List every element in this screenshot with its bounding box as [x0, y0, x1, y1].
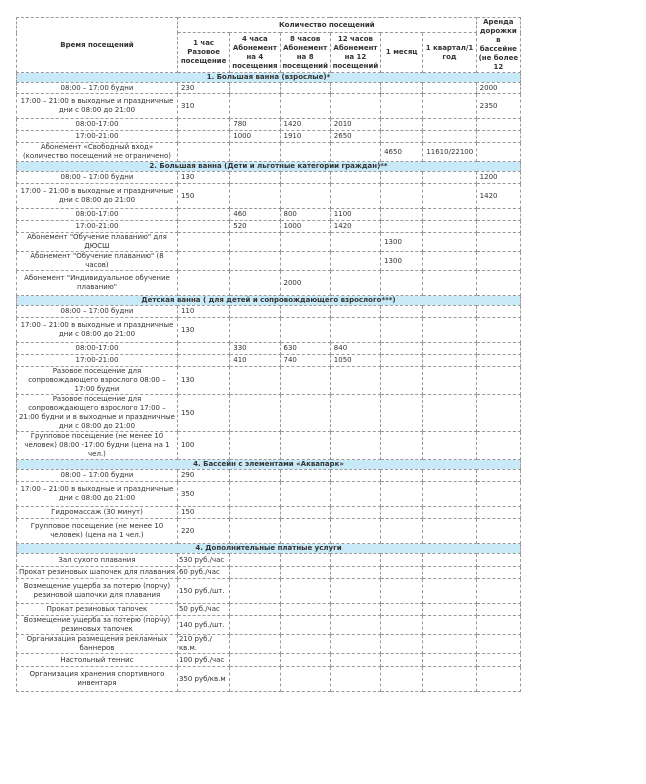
empty-cell [423, 554, 476, 567]
price-cell-c5 [381, 482, 423, 507]
row-label: Разовое посещение для сопровождающего взрослого 17:00 – 21:00 будни и в выходные и праздничные дни с 08:00 до 21:00 [17, 395, 178, 432]
price-cell-c3 [280, 233, 330, 252]
price-cell-c5 [381, 306, 423, 318]
price-cell-c5: 4650 [381, 143, 423, 162]
row-label: Абонемент "Обучение плаванию" (8 часов) [17, 252, 178, 271]
row-label: Возмещение ущерба за потерю (порчу) резиновых тапочек [17, 616, 178, 635]
price-cell-c3: 800 [280, 209, 330, 221]
price-cell-c2 [230, 470, 280, 482]
section-title: 4. Дополнительные платные услуги [17, 544, 521, 554]
empty-cell [330, 635, 380, 654]
price-cell-c1: 130 [177, 318, 229, 343]
row-label: 08:00-17:00 [17, 209, 178, 221]
price-cell-c1: 110 [177, 306, 229, 318]
section-title: 2. Большая ванна (Дети и льготные категории граждан)** [17, 162, 521, 172]
price-cell-c6 [423, 184, 476, 209]
empty-cell [476, 667, 520, 692]
lane-rental-header: Аренда дорожки в бассейне (не более 12 [476, 18, 520, 73]
price-cell-c4 [330, 395, 380, 432]
section-header-row [17, 73, 521, 83]
empty-cell [423, 654, 476, 667]
price-cell-c4 [330, 318, 380, 343]
price-cell-c6 [423, 172, 476, 184]
empty-cell [230, 567, 280, 579]
section-title: 4. Бассейн с элементами «Аквапарк» [17, 460, 521, 470]
price-cell-c4 [330, 233, 380, 252]
table-row [17, 131, 521, 143]
price-cell-c2: 520 [230, 221, 280, 233]
row-label: Организация размещения рекламных баннеров [17, 635, 178, 654]
price-cell-c3 [280, 172, 330, 184]
table-row [17, 184, 521, 209]
section-header-row [17, 296, 521, 306]
price-cell-c7: 2350 [476, 94, 520, 119]
empty-cell [330, 567, 380, 579]
empty-cell [280, 616, 330, 635]
price-cell-c6: 11610/22100 [423, 143, 476, 162]
price-cell-c6 [423, 131, 476, 143]
row-label: Прокат резиновых тапочек [17, 604, 178, 616]
table-row [17, 470, 521, 482]
price-cell-c6 [423, 367, 476, 395]
price-cell-c6 [423, 233, 476, 252]
price-cell-c1: 130 [177, 367, 229, 395]
section-header-row [17, 544, 521, 554]
service-price: 140 руб./шт. [177, 616, 229, 635]
price-cell-c6 [423, 519, 476, 544]
price-cell-c2 [230, 519, 280, 544]
empty-cell [280, 554, 330, 567]
price-cell-c6 [423, 119, 476, 131]
empty-cell [476, 554, 520, 567]
empty-cell [230, 604, 280, 616]
empty-cell [330, 604, 380, 616]
price-cell-c1: 130 [177, 172, 229, 184]
table-row [17, 355, 521, 367]
price-cell-c4 [330, 184, 380, 209]
price-cell-c2: 1000 [230, 131, 280, 143]
price-cell-c2 [230, 184, 280, 209]
price-cell-c6 [423, 83, 476, 94]
empty-cell [423, 635, 476, 654]
price-cell-c7 [476, 355, 520, 367]
price-cell-c1: 310 [177, 94, 229, 119]
price-cell-c2 [230, 94, 280, 119]
price-cell-c1 [177, 209, 229, 221]
table-row [17, 635, 521, 654]
service-price: 150 руб./шт. [177, 579, 229, 604]
price-cell-c1 [177, 233, 229, 252]
price-cell-c7 [476, 519, 520, 544]
row-label: 08:00-17:00 [17, 119, 178, 131]
price-cell-c1: 290 [177, 470, 229, 482]
empty-cell [381, 554, 423, 567]
empty-cell [230, 654, 280, 667]
price-cell-c3 [280, 94, 330, 119]
price-cell-c6 [423, 318, 476, 343]
price-cell-c4: 840 [330, 343, 380, 355]
price-cell-c4 [330, 507, 380, 519]
empty-cell [476, 635, 520, 654]
table-row [17, 83, 521, 94]
service-price: 100 руб./час [177, 654, 229, 667]
month-header: 1 месяц [381, 33, 423, 73]
price-cell-c4 [330, 306, 380, 318]
section-title: 1. Большая ванна (взрослые)* [17, 73, 521, 83]
row-label: 17:00 – 21:00 в выходные и праздничные дни с 08:00 до 21:00 [17, 184, 178, 209]
empty-cell [280, 604, 330, 616]
price-cell-c1: 230 [177, 83, 229, 94]
price-cell-c3: 1420 [280, 119, 330, 131]
price-cell-c1: 150 [177, 395, 229, 432]
row-label: 17:00-21:00 [17, 221, 178, 233]
price-cell-c5 [381, 209, 423, 221]
price-cell-c5 [381, 432, 423, 460]
price-cell-c5 [381, 343, 423, 355]
price-cell-c2 [230, 432, 280, 460]
price-cell-c1: 220 [177, 519, 229, 544]
service-price: 350 руб/кв.м [177, 667, 229, 692]
section-header-row [17, 460, 521, 470]
price-cell-c5 [381, 94, 423, 119]
price-cell-c6 [423, 221, 476, 233]
price-cell-c2 [230, 252, 280, 271]
price-cell-c3 [280, 318, 330, 343]
price-cell-c7 [476, 318, 520, 343]
empty-cell [330, 554, 380, 567]
price-cell-c3: 1910 [280, 131, 330, 143]
price-cell-c4: 2650 [330, 131, 380, 143]
price-cell-c2 [230, 482, 280, 507]
pass-8-header: 8 часов Абонемент на 8 посещений [280, 33, 330, 73]
table-row [17, 579, 521, 604]
price-cell-c7 [476, 367, 520, 395]
price-cell-c4 [330, 367, 380, 395]
price-cell-c1: 350 [177, 482, 229, 507]
empty-cell [280, 654, 330, 667]
price-cell-c4: 1050 [330, 355, 380, 367]
table-row [17, 519, 521, 544]
table-row [17, 395, 521, 432]
table-row [17, 172, 521, 184]
price-cell-c3 [280, 184, 330, 209]
price-cell-c2 [230, 507, 280, 519]
price-cell-c6 [423, 252, 476, 271]
price-cell-c3: 1000 [280, 221, 330, 233]
empty-cell [280, 667, 330, 692]
price-cell-c7 [476, 143, 520, 162]
price-cell-c7 [476, 343, 520, 355]
price-cell-c5 [381, 271, 423, 296]
row-label: 08:00 – 17:00 будни [17, 83, 178, 94]
table-row [17, 554, 521, 567]
table-row [17, 318, 521, 343]
table-row [17, 432, 521, 460]
price-cell-c7: 2000 [476, 83, 520, 94]
table-row [17, 94, 521, 119]
row-label: Возмещение ущерба за потерю (порчу) резиновой шапочки для плавания [17, 579, 178, 604]
price-cell-c5 [381, 131, 423, 143]
row-label: 08:00 – 17:00 будни [17, 470, 178, 482]
price-cell-c6 [423, 482, 476, 507]
price-cell-c4 [330, 252, 380, 271]
price-cell-c5 [381, 172, 423, 184]
price-cell-c2: 410 [230, 355, 280, 367]
price-cell-c5 [381, 221, 423, 233]
single-visit-header: 1 час Разовое посещение [177, 33, 229, 73]
empty-cell [423, 567, 476, 579]
row-label: Абонемент "Индивидуальное обучение плаванию" [17, 271, 178, 296]
row-label: 08:00 – 17:00 будни [17, 172, 178, 184]
table-row [17, 252, 521, 271]
empty-cell [423, 616, 476, 635]
empty-cell [423, 604, 476, 616]
price-cell-c3 [280, 395, 330, 432]
table-row [17, 221, 521, 233]
row-label: 17:00 – 21:00 в выходные и праздничные дни с 08:00 до 21:00 [17, 318, 178, 343]
empty-cell [381, 667, 423, 692]
price-cell-c7 [476, 233, 520, 252]
price-cell-c3: 2000 [280, 271, 330, 296]
price-cell-c4 [330, 94, 380, 119]
price-cell-c6 [423, 306, 476, 318]
price-cell-c7: 1420 [476, 184, 520, 209]
price-cell-c3 [280, 367, 330, 395]
price-cell-c1: 100 [177, 432, 229, 460]
table-row [17, 507, 521, 519]
table-row [17, 667, 521, 692]
price-cell-c5 [381, 119, 423, 131]
price-cell-c2 [230, 271, 280, 296]
price-cell-c5 [381, 367, 423, 395]
price-cell-c7 [476, 271, 520, 296]
price-cell-c2 [230, 318, 280, 343]
empty-cell [230, 667, 280, 692]
row-label: Организация хранения спортивного инвентаря [17, 667, 178, 692]
price-cell-c7 [476, 432, 520, 460]
price-cell-c6 [423, 209, 476, 221]
price-cell-c1 [177, 119, 229, 131]
price-cell-c7 [476, 470, 520, 482]
row-label: 17:00 – 21:00 в выходные и праздничные дни с 08:00 до 21:00 [17, 94, 178, 119]
price-cell-c6 [423, 432, 476, 460]
price-cell-c6 [423, 343, 476, 355]
service-price: 50 руб./час [177, 604, 229, 616]
row-label: Гидромассаж (30 минут) [17, 507, 178, 519]
price-cell-c1: 150 [177, 507, 229, 519]
table-row [17, 119, 521, 131]
table-row [17, 143, 521, 162]
price-cell-c5 [381, 507, 423, 519]
price-cell-c1 [177, 131, 229, 143]
table-row [17, 367, 521, 395]
price-cell-c7 [476, 482, 520, 507]
price-cell-c4 [330, 470, 380, 482]
price-cell-c1 [177, 355, 229, 367]
empty-cell [476, 616, 520, 635]
empty-cell [381, 579, 423, 604]
pass-4-header: 4 часа Абонемент на 4 посещения [230, 33, 280, 73]
price-cell-c4 [330, 519, 380, 544]
row-label: 17:00-21:00 [17, 355, 178, 367]
pass-12-header: 12 часов Абонемент на 12 посещений [330, 33, 380, 73]
table-row [17, 654, 521, 667]
table-row [17, 343, 521, 355]
price-cell-c3 [280, 482, 330, 507]
price-cell-c2 [230, 306, 280, 318]
empty-cell [230, 635, 280, 654]
table-row [17, 306, 521, 318]
price-cell-c5: 1300 [381, 233, 423, 252]
empty-cell [476, 567, 520, 579]
time-column-header: Время посещений [17, 18, 178, 73]
price-cell-c6 [423, 507, 476, 519]
price-cell-c6 [423, 470, 476, 482]
price-cell-c1 [177, 343, 229, 355]
price-cell-c3 [280, 83, 330, 94]
price-table [16, 17, 521, 692]
price-cell-c7 [476, 221, 520, 233]
price-cell-c7 [476, 119, 520, 131]
row-label: Зал сухого плавания [17, 554, 178, 567]
table-row [17, 271, 521, 296]
price-cell-c2 [230, 233, 280, 252]
price-cell-c2 [230, 143, 280, 162]
price-cell-c5 [381, 318, 423, 343]
row-label: 08:00-17:00 [17, 343, 178, 355]
empty-cell [280, 579, 330, 604]
price-cell-c7 [476, 306, 520, 318]
service-price: 530 руб./час [177, 554, 229, 567]
price-cell-c6 [423, 395, 476, 432]
price-cell-c4: 1100 [330, 209, 380, 221]
price-cell-c7 [476, 507, 520, 519]
quarter-year-header: 1 квартал/1 год [423, 33, 476, 73]
price-cell-c4 [330, 432, 380, 460]
empty-cell [381, 635, 423, 654]
price-cell-c3 [280, 252, 330, 271]
price-cell-c6 [423, 94, 476, 119]
price-cell-c1 [177, 221, 229, 233]
empty-cell [476, 604, 520, 616]
empty-cell [423, 667, 476, 692]
price-cell-c1 [177, 252, 229, 271]
price-cell-c1: 150 [177, 184, 229, 209]
price-cell-c3: 630 [280, 343, 330, 355]
row-label: Разовое посещение для сопровождающего взрослого 08:00 – 17:00 будни [17, 367, 178, 395]
price-cell-c2 [230, 83, 280, 94]
section-title: Детская ванна ( для детей и сопровождающего взрослого***) [17, 296, 521, 306]
price-cell-c5 [381, 184, 423, 209]
price-cell-c1 [177, 143, 229, 162]
table-row [17, 233, 521, 252]
table-row [17, 482, 521, 507]
price-cell-c7 [476, 252, 520, 271]
empty-cell [330, 579, 380, 604]
table-row [17, 616, 521, 635]
service-price: 210 руб./кв.м. [177, 635, 229, 654]
price-cell-c2 [230, 367, 280, 395]
price-cell-c3 [280, 306, 330, 318]
table-row [17, 604, 521, 616]
price-cell-c3 [280, 470, 330, 482]
empty-cell [476, 579, 520, 604]
price-cell-c4 [330, 83, 380, 94]
price-cell-c6 [423, 271, 476, 296]
table-row [17, 567, 521, 579]
empty-cell [381, 616, 423, 635]
empty-cell [230, 554, 280, 567]
row-label: 08:00 – 17:00 будни [17, 306, 178, 318]
empty-cell [381, 567, 423, 579]
empty-cell [230, 579, 280, 604]
empty-cell [476, 654, 520, 667]
price-cell-c1 [177, 271, 229, 296]
price-cell-c5 [381, 519, 423, 544]
price-cell-c5: 1300 [381, 252, 423, 271]
empty-cell [423, 579, 476, 604]
price-cell-c3: 740 [280, 355, 330, 367]
row-label: Абонемент "Обучение плаванию" для ДЮСШ [17, 233, 178, 252]
price-cell-c6 [423, 355, 476, 367]
price-cell-c7 [476, 209, 520, 221]
price-cell-c4 [330, 172, 380, 184]
empty-cell [330, 654, 380, 667]
price-cell-c5 [381, 395, 423, 432]
empty-cell [330, 667, 380, 692]
price-cell-c4: 1420 [330, 221, 380, 233]
service-price: 60 руб./час [177, 567, 229, 579]
row-label: 17:00-21:00 [17, 131, 178, 143]
price-cell-c3 [280, 507, 330, 519]
row-label: Абонемент «Свободный вход» (количество посещений не ограничено) [17, 143, 178, 162]
price-cell-c7 [476, 131, 520, 143]
row-label: Групповое посещение (не менее 10 человек) (цена на 1 чел.) [17, 519, 178, 544]
row-label: Прокат резиновых шапочек для плавания [17, 567, 178, 579]
visits-header: Количество посещений [177, 18, 476, 33]
row-label: 17:00 – 21:00 в выходные и праздничные дни с 08:00 до 21:00 [17, 482, 178, 507]
empty-cell [280, 635, 330, 654]
price-cell-c2: 330 [230, 343, 280, 355]
price-cell-c4: 2010 [330, 119, 380, 131]
empty-cell [381, 604, 423, 616]
price-cell-c4 [330, 482, 380, 507]
empty-cell [381, 654, 423, 667]
empty-cell [230, 616, 280, 635]
price-cell-c2 [230, 172, 280, 184]
row-label: Групповое посещение (не менее 10 человек) 08:00 -17:00 будни (цена на 1 чел.) [17, 432, 178, 460]
price-cell-c5 [381, 470, 423, 482]
price-cell-c3 [280, 519, 330, 544]
price-cell-c5 [381, 355, 423, 367]
price-cell-c3 [280, 432, 330, 460]
price-cell-c4 [330, 143, 380, 162]
price-cell-c2: 460 [230, 209, 280, 221]
empty-cell [330, 616, 380, 635]
price-cell-c5 [381, 83, 423, 94]
section-header-row [17, 162, 521, 172]
price-cell-c3 [280, 143, 330, 162]
price-cell-c7 [476, 395, 520, 432]
price-cell-c4 [330, 271, 380, 296]
empty-cell [280, 567, 330, 579]
price-cell-c2: 780 [230, 119, 280, 131]
price-cell-c2 [230, 395, 280, 432]
price-cell-c7: 1200 [476, 172, 520, 184]
table-row [17, 209, 521, 221]
row-label: Настольный теннис [17, 654, 178, 667]
